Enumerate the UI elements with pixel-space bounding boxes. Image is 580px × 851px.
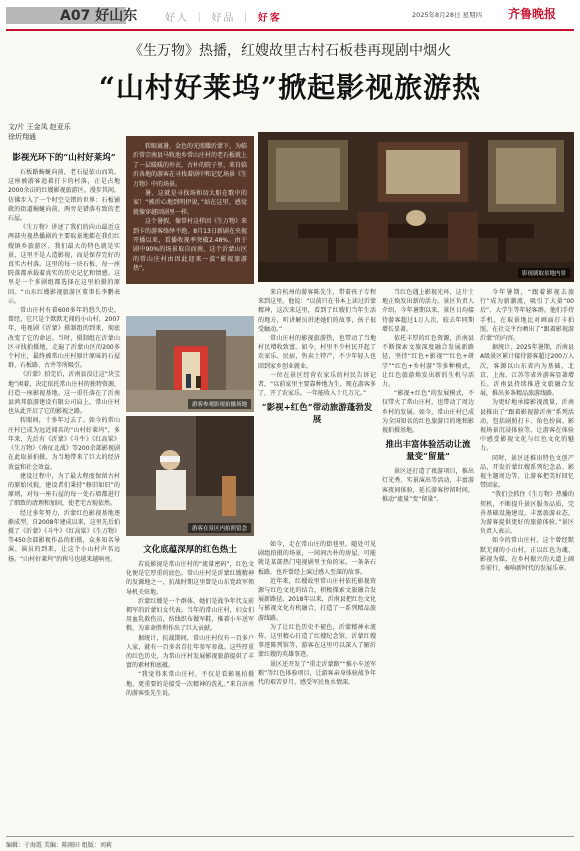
page-header: [0, 0, 580, 30]
visitor-photo-image: [126, 416, 254, 536]
paragraph: 《生万物》讲述了我们的向山最近这两部央视热播剧的主要取景地都在我们红嫂镇乡旅游区。我们最大的特色就是实景，这里不是人造影视，而是保存完好的真实古村落。这里的每一块石板、每一座院落都承载着真实的历史记忆和情感。这里是一个多剧组都选择在这里拍摄的原因。“山东红嫂影视旅游区董事长李鹏表示。: [8, 224, 120, 305]
photo-caption: 游客在景区内拍照留念: [188, 523, 251, 533]
section-heading-4: 推出丰富体验活动让流量变“留量”: [385, 440, 471, 463]
issue-date: 2025年8月28日 星期四: [412, 11, 483, 19]
paragraph: 来自杭州的游客陈先生，带着孩子专程来到这里。他说：“以前只在书本上读过沂蒙精神，这次来这里，看到了红嫂们当年生活的地方，听讲解员讲述她们的故事，孩子很受触动。”: [258, 289, 376, 333]
paragraph: 当红色遇上影视光环，这片土地正焕发出新的活力。景区负责人介绍，今年暑期以来，景区日均接待游客超过1万人次，较去年同期增长显著。: [382, 289, 474, 333]
intro-paragraph: 暑、这就是寻找场和切大船在歌中的家！“被沂心地到明伊说，”站在这里，感觉就像穿越回剧里一样。: [133, 190, 247, 216]
article-column-6: [480, 288, 574, 834]
paragraph: 近年来，红嫂故里常山庄村依托影视资源与红色文化的结合，积极探索文旅融合发展新路径。2018年以来，沂南县把红色文化与影视文化有机融合，打造了一系列精品旅游线路。: [258, 577, 376, 622]
paragraph: 今年暑期，“跟着影视去旅行”成为新潮流，吸引了大量“00后”、大学生等年轻客群。他们手持手机，在取景地比对画面打卡拍照，在社交平台晒出了“跟着影视游沂蒙”的内容。: [480, 289, 574, 343]
page-number: A07: [60, 8, 91, 24]
paragraph: 为更好地承接影视流量，沂南县推出了“跟着影视游沂南”系列活动，包括剧照打卡、角色扮演、影视场景沉浸体验等，让游客在体验中感受影视文化与红色文化的魅力。: [480, 399, 574, 453]
paragraph: 依托丰厚的红色资源，沂南县不断探索文旅深度融合发展新路径，坚持“红色+影视”“红色+研学”“红色+乡村游”等多种模式，让红色旅游焕发出新的生机与活力。: [382, 335, 474, 389]
section-heading-1: 影视光环下的“山村好莱坞”: [12, 153, 116, 163]
paragraph: “我觉得来常山庄村，不仅是看影视拍摄地，更重要的是接受一次精神的洗礼。”来自济南的游客张先生说。: [126, 671, 254, 697]
paragraph: 景区还打造了夜游项目，推出灯光秀、实景演出等活动，丰富游客夜间体验，延长游客停留时间，推动“流量”变“留量”。: [382, 468, 474, 503]
paragraph: “我们会抓住《生万物》热播的契机，不断提升景区服务品质，完善基础设施建设，丰富旅游业态，为游客提供更好的旅游体验。”景区负责人表示。: [480, 491, 574, 536]
article-column-5: [382, 288, 474, 834]
section-heading-3: “影视+红色”带动旅游蓬勃发展: [261, 403, 373, 426]
section-tags: 好人 ｜ 好品 ｜ 好客: [165, 13, 282, 24]
paragraph: 石板路蜿蜒向前，老石屋依山而筑，这座被游客追着打卡的村落，正是占地2000余亩的红嫂影视旅游区。漫步其间，仿佛步入了一个时空交错的世界：石板铺就的街道蜿蜒向前，两旁是错落有致的老石屋。: [8, 169, 120, 223]
page-footer: 编辑：于海霞 美编：陈刚田 组版：刘莉: [6, 836, 574, 849]
section-name: 好山东: [95, 8, 138, 24]
paragraph: 《沂蒙》拍完后，沂南县没让这“块宝地”闲着，决定依托常山庄村的独特资源，打造一座影视基地。这一重任落在了沂南县鸿邦旅游建设有限公司肩上，常山庄村也从此开启了它的影视之路。: [8, 371, 120, 416]
intro-highlight-box: [126, 136, 254, 284]
paragraph: 如今，走在常山庄的街巷里，随处可见剧组拍摄的场景，一间间古朴的房屋、可能就是某部热门电视剧里主角的家。一条条石板路，也许曾经上演过感人至深的故事。: [258, 541, 376, 576]
article-column-4: [258, 288, 376, 536]
photo-caption: 影视剧取景地内景: [518, 268, 570, 278]
article-column-3: [258, 540, 376, 834]
paragraph: 沂蒙红嫂是一个群体，她们是战争年代支前拥军的沂蒙妇女代表。当年的常山庄村，妇女们用血乳救伤员，纺线织布做军鞋，推着小车送军粮，为革命胜利作出了巨大贡献。: [126, 597, 254, 633]
paragraph: 经过多年努力，沂蒙红色影视基地逐渐成型，自2008年建成以来，这里先后拍摄了《沂蒙》《斗牛》《红高粱》《生万物》等450余部影视作品的拍摄，众多知名导演、演员的到来，让这个小山村声名远扬。“山村好莱坞”的称号也越来越响亮。: [8, 509, 120, 563]
page-number-section: [60, 5, 137, 25]
tag-3: 好客: [257, 13, 282, 24]
paragraph: 常山庄村有着600多年的悠久历史，曾经，它只是个默默无闻的小山村。2007年，电视剧《沂蒙》摄制组的到来，彻底改变了它的命运。当时，摄制组在沂蒙山区寻找拍摄地，走遍了沂蒙山区的200多个村庄，最终被常山庄村原汁原味的石屋群、石板路、古井等所吸引。: [8, 307, 120, 370]
paragraph: “影视+红色”的发展模式，不仅带火了常山庄村，也带动了周边乡村的发展。如今，常山庄村已成为全国知名的红色旅游目的地和影视拍摄基地。: [382, 390, 474, 435]
tag-2: 好品: [211, 13, 236, 24]
byline-correspondent: 徐圻翔通: [8, 133, 36, 141]
paragraph: 常山庄村的影视旅游热，也带动了当地村民增收致富。如今，村里不少村民开起了农家乐、民宿，售卖土特产，不少年轻人也回到家乡创业就业。: [258, 335, 376, 370]
article-column-1: [8, 148, 120, 834]
intro-paragraph: 转眼离暑，金色的光照耀沂蒙下，为临沂常宗南县马牧池乡常山庄村的老石板就上了一层暖暖的外衣，古朴的院子里、来自临沂各地的游客在寻找着剧中和记忆场景《生万物》中的场景。: [133, 143, 248, 188]
intro-paragraph: 这个暑假，像常村这样因《生万物》来到卡的游客络绎不绝。8月13日新剧在央视开播以来，看播收视率突破2.48%。由于剧中90%的场景取自而南，这个沂蒙山区的常山庄村由因此迎来一波“影视旅游热”。: [133, 218, 248, 273]
photo-visitor: [126, 416, 254, 536]
paragraph: 如今的常山庄村，这个曾经默默无闻的小山村，正以红色为魂、影视为媒，在乡村振兴的大道上阔步前行，奏响新时代的发展乐章。: [480, 537, 574, 573]
tag-1: 好人: [165, 13, 189, 24]
paragraph: 建设过程中，为了最大程度保留古村的原始风貌，建设者们秉持“修旧如旧”的原则，对每一座石屋的每一处石墙都进行了细致的清理和加固，使老宅古貌依然。: [8, 472, 120, 508]
section-heading-2: 文化底蕴深厚的红色热土: [143, 545, 237, 555]
paragraph: 景区还开发了“重走沂蒙路”“推小车送军粮”等红色体验项目，让游客亲身体验战争年代的艰苦岁月，感受军民鱼水情深。: [258, 660, 376, 687]
paragraph: 同时，景区还推出特色文创产品，开发沂蒙红嫂系列纪念品、影视主题周边等，让游客把美好回忆带回家。: [480, 454, 574, 490]
paragraph: 转眼间，十多年过去了。如今的常山庄村已成为远近闻名的“山村好莱坞”，多年来，先后有《沂蒙》《斗牛》《红高粱》《生万物》《南征北战》等200余部影视剧在此取景拍摄，为当地带来了巨大的经济效益和社会效益。: [8, 417, 120, 471]
byline-authors: 文/片 王金凤 赵亚乐: [8, 123, 71, 131]
paragraph: 一位在景区经营农家乐的村民告诉记者，“以前家里主要靠种地为生，现在游客多了，开了农家乐，一年能收入十几万元。”: [258, 371, 376, 398]
paragraph: 若说影视是常山庄村的“流量密码”，红色文化便是它厚重的底色。常山庄村是沂蒙红嫂精神的发源地之一，抗战时期这里曾是山东党政军领导机关驻地。: [126, 561, 254, 596]
interior-photo-image: [258, 132, 574, 282]
header-rule: [6, 29, 574, 31]
article-subtitle: 《生万物》热播，红嫂故里古村石板巷再现剧中烟火: [129, 43, 451, 59]
article-column-2: [126, 540, 254, 834]
article-title: “山村好莱坞”掀起影视旅游热: [98, 71, 482, 104]
gate-photo-image: [126, 316, 254, 412]
photo-interior: [258, 132, 574, 282]
newspaper-logo: 齐鲁晚报: [508, 7, 557, 21]
paragraph: 为了让红色历史不褪色，沂蒙精神永流传，这里精心打造了红嫂纪念馆、沂蒙红嫂事迹陈列馆等，游客在这里可以深入了解沂蒙红嫂的英雄事迹。: [258, 623, 376, 659]
photo-gate: [126, 316, 254, 412]
photo-caption: 游客参观影视拍摄场地: [188, 399, 251, 409]
paragraph: 据统计，2025年暑期，沂南县A级景区累计接待游客超过200万人次，客源以山东省内为基础，北京、上海、江苏等省外游客显著增长。沂南县持续推进文旅融合发展，推出多条精品旅游线路。: [480, 344, 574, 398]
paragraph: 据统计，抗战期间，常山庄村仅有一百多户人家，就有一百多名青壮年参军参战。这些厚重的红色历史，为常山庄村发展影视旅游提供了丰富的素材和底蕴。: [126, 634, 254, 670]
byline: [8, 122, 118, 142]
